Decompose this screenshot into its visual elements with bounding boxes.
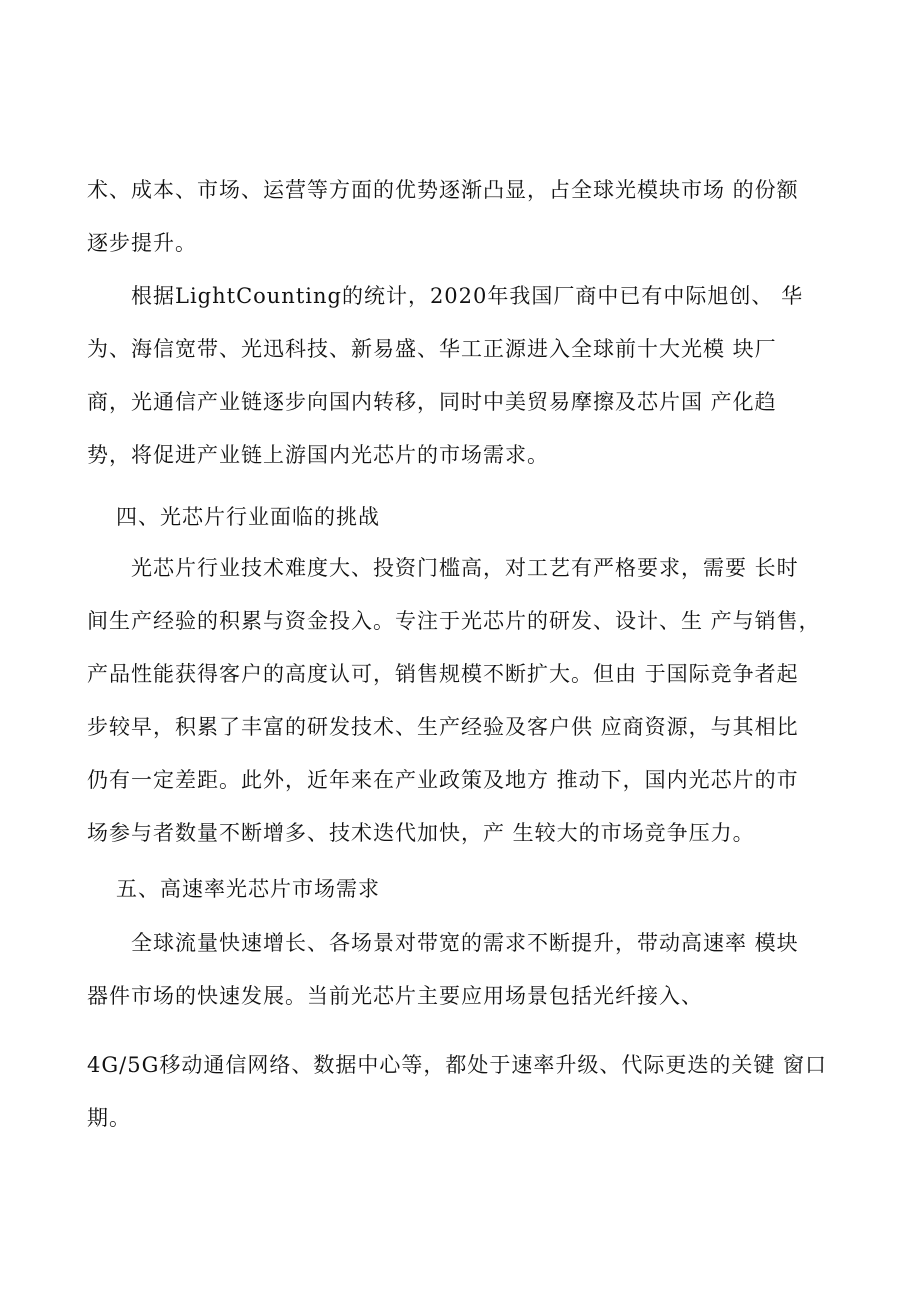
paragraph-line-14: 器件市场的快速发展。当前光芯片主要应用场景包括光纤接入、 [87,984,703,1008]
paragraph-line-12: 场参与者数量不断增多、技术迭代加快，产 生较大的市场竞争压力。 [87,821,755,845]
section-heading-4: 四、光芯片行业面临的挑战 [116,505,380,529]
paragraph-line-1: 术、成本、市场、运营等方面的优势逐渐凸显，占全球光模块市场 的份额 [87,178,799,202]
paragraph-line-9: 产品性能获得客户的高度认可，销售规模不断扩大。但由 于国际竞争者起 [87,662,799,686]
paragraph-line-11: 仍有一定差距。此外，近年来在产业政策及地方 推动下，国内光芯片的市 [87,768,799,792]
section-heading-5: 五、高速率光芯片市场需求 [116,877,380,901]
paragraph-line-16: 期。 [87,1106,131,1130]
paragraph-line-2: 逐步提升。 [87,231,197,255]
paragraph-line-6: 势，将促进产业链上游国内光芯片的市场需求。 [87,443,549,467]
paragraph-line-7: 光芯片行业技术难度大、投资门槛高，对工艺有严格要求，需要 长时 [131,556,799,580]
paragraph-line-3: 根据LightCounting的统计，2020年我国厂商中已有中际旭创、 华 [131,284,804,308]
paragraph-line-13: 全球流量快速增长、各场景对带宽的需求不断提升，带动高速率 模块 [131,931,799,955]
paragraph-line-4: 为、海信宽带、光迅科技、新易盛、华工正源进入全球前十大光模 块厂 [87,337,777,361]
paragraph-line-8: 间生产经验的积累与资金投入。专注于光芯片的研发、设计、生 产与销售， [87,609,821,633]
paragraph-line-10: 步较早，积累了丰富的研发技术、生产经验及客户供 应商资源，与其相比 [87,715,799,739]
paragraph-line-5: 商，光通信产业链逐步向国内转移，同时中美贸易摩擦及芯片国 产化趋 [87,390,777,414]
paragraph-line-15: 4G/5G移动通信网络、数据中心等，都处于速率升级、代际更迭的关键 窗口 [87,1053,828,1077]
